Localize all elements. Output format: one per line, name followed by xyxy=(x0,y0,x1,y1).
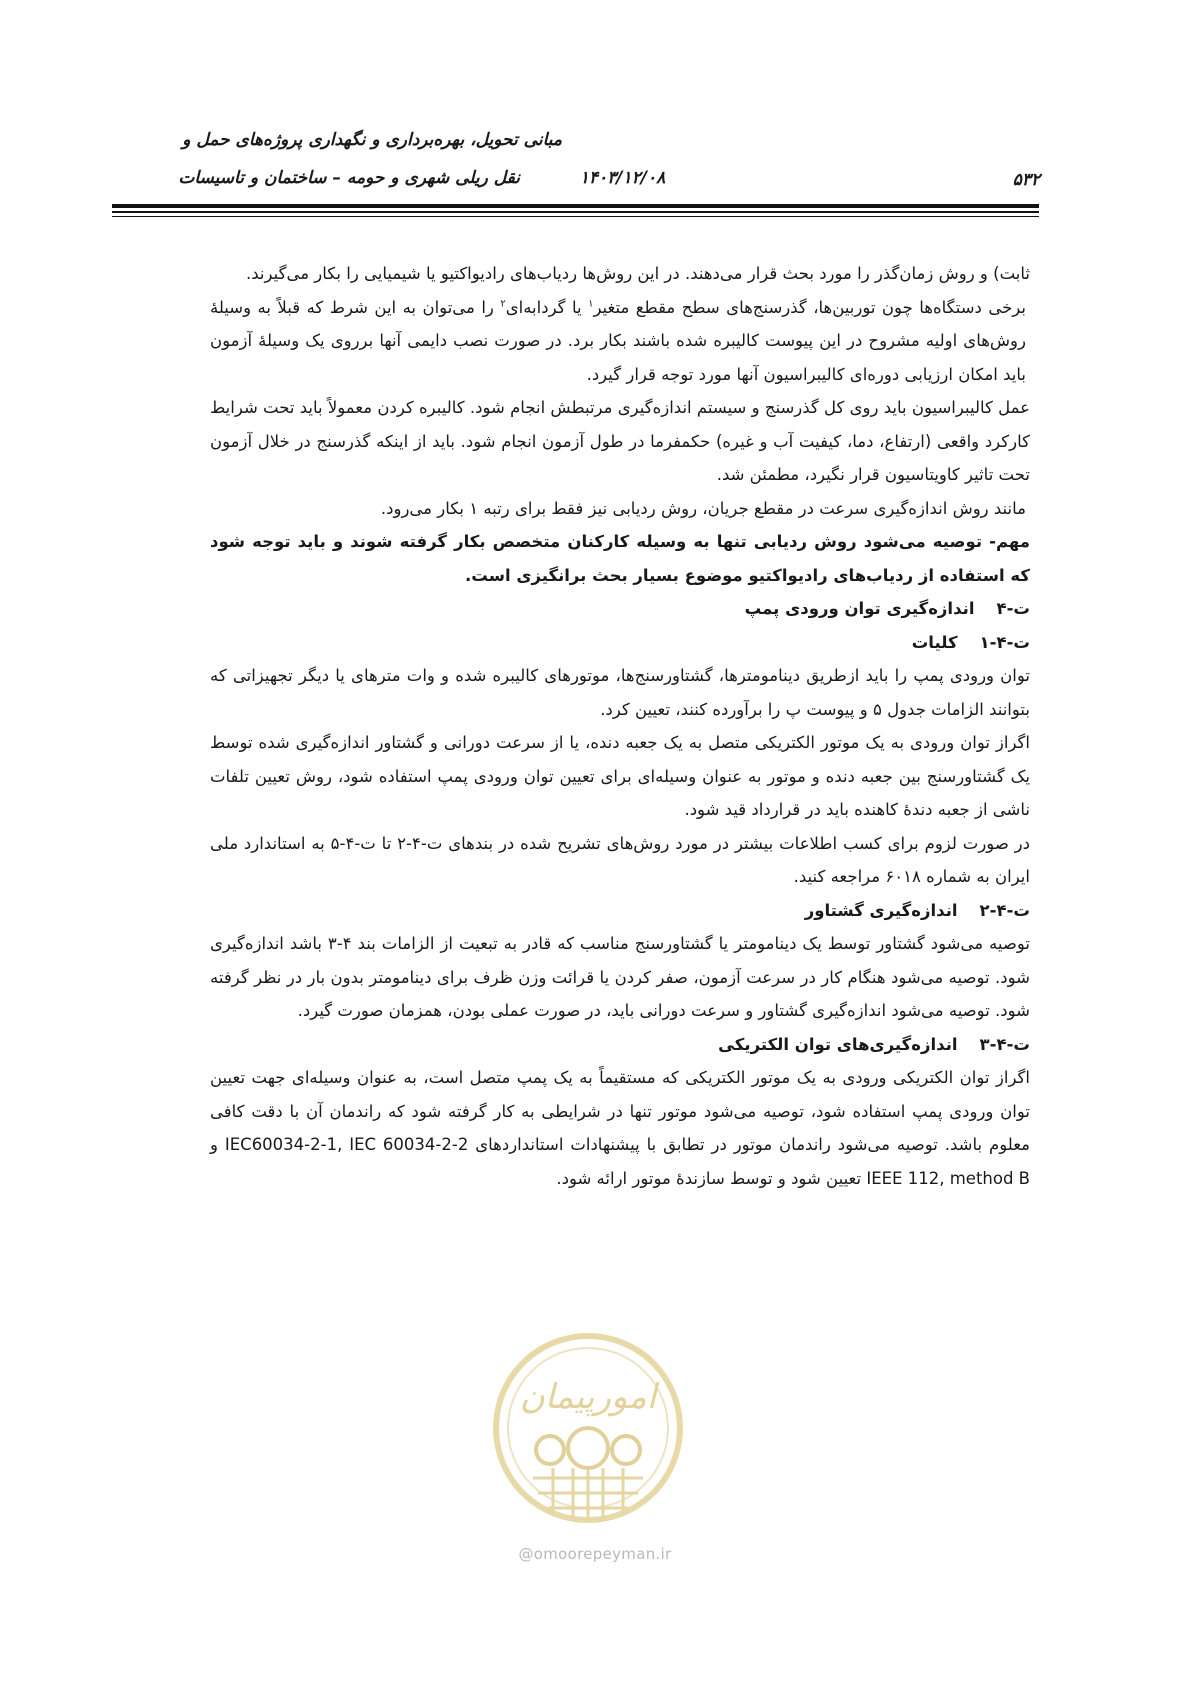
paragraph: عمل کالیبراسیون باید روی کل گذرسنج و سیستم اندازه‌گیری مرتبطش انجام شود. کالیبره کردن معمولاً باید تحت شرایط کارکرد واقعی (ارتفاع، دما، کیفیت آب و غیره) حکمفرما در طول آزمون انجام شود. باید از اینکه گذرسنج در خلال آزمون تحت تاثیر کاویتاسیون قرار نگیرد، مطمئن شد. xyxy=(210,398,1030,484)
section-title: اندازه‌گیری توان ورودی پمپ xyxy=(744,599,975,618)
paragraph: ثابت) و روش زمان‌گذر را مورد بحث قرار می‌دهند. در این روش‌ها ردیاب‌های رادیواکتیو یا شیمیایی را بکار می‌گیرند. xyxy=(246,264,1030,283)
paragraph: اگراز توان الکتریکی ورودی به یک موتور الکتریکی که مستقیماً به یک پمپ متصل است، به عنوان وسیله‌ای جهت تعیین توان ورودی پمپ استفاده شود، توصیه می‌شود موتور تنها در شرایطی به کار گرفته شود که راندمان آن با دقت کافی معلوم باشد. توصیه می‌شود راندمان موتور در تطابق با پیشنهادات استانداردهای IEC60034-2-1, IEC 60034-2-2 و IEEE 112, method B تعیین شود و توسط سازندهٔ موتور ارائه شود. xyxy=(210,1068,1031,1188)
paragraph xyxy=(210,291,1030,392)
paragraph-text: یا گردابه‌ای xyxy=(505,297,589,317)
paragraph: توصیه می‌شود گشتاور توسط یک دینامومتر یا گشتاورسنج مناسب که قادر به تبعیت از الزامات بند ۴-۳ باشد اندازه‌گیری شود. توصیه می‌شود هنگام کار در سرعت آزمون، صفر کردن یا قرائت وزن ظرف برای دینامومتر بدون بار در نظر گرفته شود. توصیه می‌شود اندازه‌گیری گشتاور و سرعت دورانی باید، در صورت عملی بودن، همزمان صورت گیرد. xyxy=(210,934,1030,1020)
header-date: ۱۴۰۳/۱۲/۰۸ xyxy=(579,168,666,188)
section-number: ت-۴ xyxy=(996,599,1030,618)
watermark-text: امورپیمان xyxy=(519,1377,657,1417)
footnote-ref[interactable]: ۲ xyxy=(500,298,506,309)
subsection-heading xyxy=(210,894,1030,928)
header-rule-medium xyxy=(112,211,1039,213)
paragraph: در صورت لزوم برای کسب اطلاعات بیشتر در مورد روش‌های تشریح شده در بندهای ت-۴-۲ تا ت-۴-۵ به استاندارد ملی ایران به شماره ۶۰۱۸ مراجعه کنید. xyxy=(210,833,1031,886)
section-title: اندازه‌گیری‌های توان الکتریکی xyxy=(718,1034,958,1054)
section-heading xyxy=(210,592,1030,626)
paragraph: مانند روش اندازه‌گیری سرعت در مقطع جریان، روش ردیابی نیز فقط برای رتبه ۱ بکار می‌رود. xyxy=(380,498,1026,518)
page-number: ۵۳۲ xyxy=(1012,170,1040,190)
section-title: اندازه‌گیری گشتاور xyxy=(804,900,958,920)
section-number: ت-۴-۳ xyxy=(979,1034,1030,1054)
document-body xyxy=(210,257,1030,1195)
section-title: کلیات xyxy=(911,632,958,652)
header-rule-thin xyxy=(112,216,1039,217)
page-header xyxy=(0,0,1191,220)
watermark-caption: @omoorepeyman.ir xyxy=(518,1545,672,1563)
header-rule-thick xyxy=(112,204,1039,208)
footnote-ref[interactable]: ۱ xyxy=(588,298,594,309)
paragraph: توان ورودی پمپ را باید ازطریق دینامومترها، گشتاورسنج‌ها، موتورهای کالیبره شده و وات مترهای یا دیگر تجهیزاتی که بتوانند الزامات جدول ۵ و پیوست پ را برآورده کنند، تعیین کرد. xyxy=(210,666,1030,719)
header-title-line1: مبانی تحویل، بهره‌برداری و نگهداری پروژه‌های حمل و xyxy=(182,130,562,150)
paragraph-text: را می‌توان به این شرط که قبلاً به وسیلهٔ روش‌های اولیه مشروح در این پیوست کالیبره شده باشند بکار برد. در صورت نصب دایمی آنها برروی یک وسیلهٔ آزمون باید امکان ارزیابی دوره‌ای کالیبراسیون آنها مورد توجه قرار گیرد. xyxy=(210,297,1026,384)
watermark-logo xyxy=(488,1328,688,1528)
header-title-line2: نقل ریلی شهری و حومه – ساختمان و تاسیسات xyxy=(178,168,520,188)
paragraph-text: برخی دستگاه‌ها چون توربین‌ها، گذرسنج‌های سطح مقطع متغیر xyxy=(593,297,1026,317)
section-number: ت-۴-۱ xyxy=(979,632,1030,652)
note-paragraph: مهم- توصیه می‌شود روش ردیابی تنها به وسیله کارکنان متخصص بکار گرفته شوند و باید توجه شود که استفاده از ردیاب‌های رادیواکتیو موضوع بسیار بحث برانگیزی است. xyxy=(210,532,1030,585)
subsection-heading xyxy=(210,1028,1030,1062)
paragraph: اگراز توان ورودی به یک موتور الکتریکی متصل به یک جعبه دنده، یا از سرعت دورانی و گشتاور اندازه‌گیری شده توسط یک گشتاورسنج بین جعبه دنده و موتور به عنوان وسیله‌ای برای تعیین توان ورودی پمپ استفاده شود، روش تعیین تلفات ناشی از جعبه دندهٔ کاهنده باید در قرارداد قید شود. xyxy=(210,733,1030,819)
section-number: ت-۴-۲ xyxy=(979,900,1030,920)
subsection-heading xyxy=(210,626,1030,660)
